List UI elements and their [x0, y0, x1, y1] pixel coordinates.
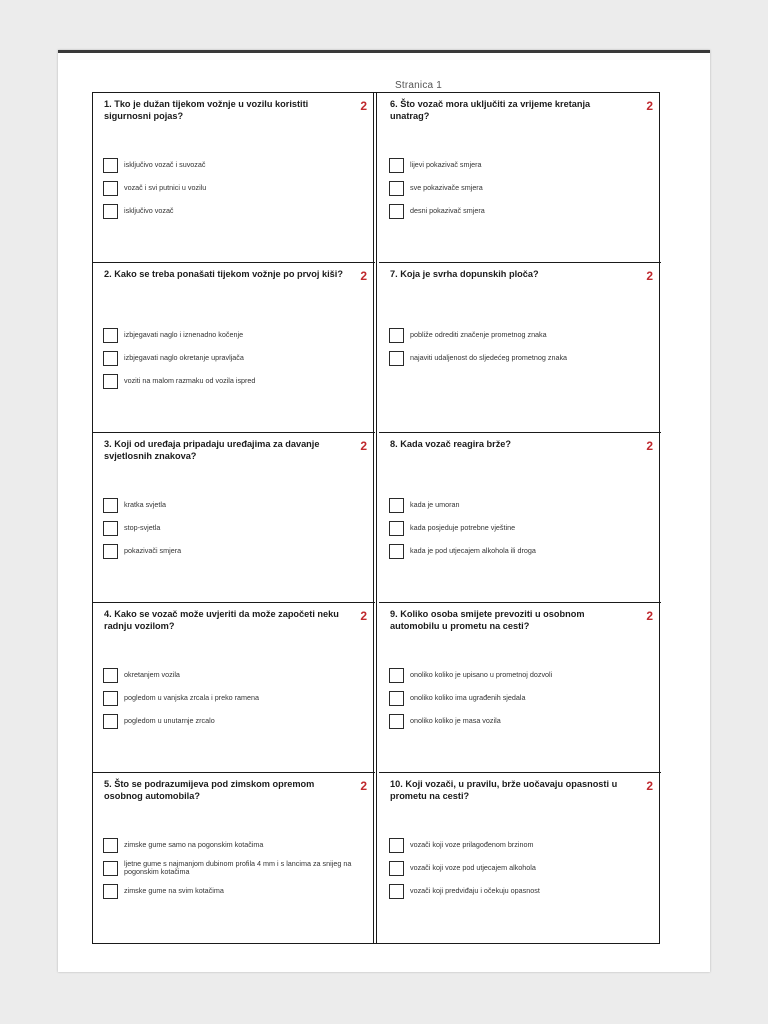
- question-7: [379, 263, 661, 433]
- answer-option[interactable]: [389, 881, 654, 901]
- question-text: 8. Kada vozač reagira brže?: [390, 439, 512, 449]
- points-badge: 2: [360, 779, 367, 793]
- answer-option[interactable]: [103, 371, 368, 391]
- answer-option[interactable]: [103, 665, 368, 685]
- answer-checkbox[interactable]: [389, 544, 404, 559]
- answer-checkbox[interactable]: [103, 544, 118, 559]
- answer-checkbox[interactable]: [103, 838, 118, 853]
- answer-label: stop-svjetla: [124, 522, 161, 532]
- answer-label: pogledom u vanjska zrcala i preko ramena: [124, 692, 260, 702]
- points-badge: 2: [646, 269, 653, 283]
- answer-label: vozači koji predviđaju i očekuju opasnost: [410, 885, 540, 895]
- question-text: 1. Tko je dužan tijekom vožnje u vozilu koristiti sigurnosni pojas?: [104, 99, 309, 121]
- answer-checkbox[interactable]: [389, 714, 404, 729]
- answer-label: kratka svjetla: [124, 499, 166, 509]
- answer-option[interactable]: [103, 835, 368, 855]
- answer-label: izbjegavati naglo i iznenadno kočenje: [124, 329, 244, 339]
- answer-label: ljetne gume s najmanjom dubinom profila 4 mm i s lancima za snijeg na pogonskim kotačima: [124, 858, 352, 876]
- answer-checkbox[interactable]: [389, 691, 404, 706]
- page-label: Stranica 1: [395, 80, 443, 91]
- question-text: 10. Koji vozači, u pravilu, brže uočavaju opasnosti u prometu na cesti?: [390, 779, 618, 801]
- answer-checkbox[interactable]: [103, 158, 118, 173]
- answer-option[interactable]: [389, 835, 654, 855]
- answer-option[interactable]: [389, 325, 654, 345]
- question-9: [379, 603, 661, 773]
- points-badge: 2: [646, 439, 653, 453]
- answer-options: [389, 495, 654, 564]
- answer-label: kada posjeduje potrebne vještine: [410, 522, 516, 532]
- answer-label: zimske gume na svim kotačima: [124, 885, 224, 895]
- question-text: 7. Koja je svrha dopunskih ploča?: [390, 269, 539, 279]
- question-2: [93, 263, 375, 433]
- answer-option[interactable]: [389, 495, 654, 515]
- answer-option[interactable]: [389, 665, 654, 685]
- answer-options: [103, 495, 368, 564]
- answer-checkbox[interactable]: [103, 498, 118, 513]
- answer-checkbox[interactable]: [389, 521, 404, 536]
- answer-option[interactable]: [103, 495, 368, 515]
- question-text: 3. Koji od uređaja pripadaju uređajima za davanje svjetlosnih znakova?: [104, 439, 320, 461]
- answer-option[interactable]: [103, 155, 368, 175]
- answer-checkbox[interactable]: [103, 374, 118, 389]
- answer-label: desni pokazivač smjera: [410, 205, 485, 215]
- answer-checkbox[interactable]: [389, 838, 404, 853]
- question-8: [379, 433, 661, 603]
- answer-checkbox[interactable]: [389, 204, 404, 219]
- answer-option[interactable]: [103, 201, 368, 221]
- question-text: 2. Kako se treba ponašati tijekom vožnje po prvoj kiši?: [104, 269, 343, 279]
- answer-option[interactable]: [103, 178, 368, 198]
- answer-options: [103, 665, 368, 734]
- answer-option[interactable]: [103, 711, 368, 731]
- answer-checkbox[interactable]: [389, 328, 404, 343]
- answer-option[interactable]: [103, 348, 368, 368]
- answer-option[interactable]: [389, 688, 654, 708]
- answer-checkbox[interactable]: [103, 884, 118, 899]
- answer-checkbox[interactable]: [103, 204, 118, 219]
- answer-options: [389, 835, 654, 904]
- answer-label: zimske gume samo na pogonskim kotačima: [124, 839, 264, 849]
- answer-options: [389, 665, 654, 734]
- points-badge: 2: [360, 609, 367, 623]
- question-5: [93, 773, 375, 943]
- answer-checkbox[interactable]: [389, 181, 404, 196]
- question-10: [379, 773, 661, 943]
- points-badge: 2: [646, 99, 653, 113]
- answer-checkbox[interactable]: [389, 884, 404, 899]
- answer-label: kada je pod utjecajem alkohola ili droga: [410, 545, 536, 555]
- answer-label: onoliko koliko je masa vozila: [410, 715, 501, 725]
- answer-option[interactable]: [389, 348, 654, 368]
- answer-label: vozač i svi putnici u vozilu: [124, 182, 207, 192]
- question-4: [93, 603, 375, 773]
- answer-checkbox[interactable]: [103, 181, 118, 196]
- answer-checkbox[interactable]: [389, 498, 404, 513]
- answer-option[interactable]: [389, 858, 654, 878]
- answer-options: [103, 835, 368, 904]
- answer-checkbox[interactable]: [103, 691, 118, 706]
- answer-label: pobliže odrediti značenje prometnog znaka: [410, 329, 547, 339]
- answer-option[interactable]: [103, 325, 368, 345]
- answer-checkbox[interactable]: [389, 158, 404, 173]
- answer-label: najaviti udaljenost do sljedećeg prometnog znaka: [410, 352, 568, 362]
- answer-label: lijevi pokazivač smjera: [410, 159, 482, 169]
- question-text: 9. Koliko osoba smijete prevoziti u osobnom automobilu u prometu na cesti?: [390, 609, 585, 631]
- answer-option[interactable]: [389, 541, 654, 561]
- answer-label: pokazivači smjera: [124, 545, 182, 555]
- answer-checkbox[interactable]: [103, 521, 118, 536]
- question-text: 4. Kako se vozač može uvjeriti da može započeti neku radnju vozilom?: [104, 609, 339, 631]
- answer-label: voziti na malom razmaku od vozila ispred: [124, 375, 256, 385]
- answer-checkbox[interactable]: [103, 328, 118, 343]
- answer-checkbox[interactable]: [389, 861, 404, 876]
- answer-checkbox[interactable]: [103, 714, 118, 729]
- answer-label: onoliko koliko ima ugrađenih sjedala: [410, 692, 526, 702]
- answer-option[interactable]: [103, 688, 368, 708]
- answer-option[interactable]: [389, 178, 654, 198]
- points-badge: 2: [646, 779, 653, 793]
- answer-label: onoliko koliko je upisano u prometnoj dozvoli: [410, 669, 553, 679]
- answer-options: [103, 155, 368, 224]
- answer-label: sve pokazivače smjera: [410, 182, 483, 192]
- answer-checkbox[interactable]: [103, 861, 118, 876]
- answer-option[interactable]: [389, 711, 654, 731]
- answer-label: okretanjem vozila: [124, 669, 180, 679]
- answer-checkbox[interactable]: [389, 668, 404, 683]
- points-badge: 2: [360, 99, 367, 113]
- answer-options: [389, 325, 654, 371]
- answer-label: pogledom u unutarnje zrcalo: [124, 715, 215, 725]
- answer-option[interactable]: [389, 201, 654, 221]
- question-3: [93, 433, 375, 603]
- answer-option[interactable]: [389, 155, 654, 175]
- answer-label: isključivo vozač i suvozač: [124, 159, 206, 169]
- question-grid: [92, 92, 660, 944]
- answer-label: kada je umoran: [410, 499, 460, 509]
- answer-label: vozači koji voze pod utjecajem alkohola: [410, 862, 536, 872]
- answer-option[interactable]: [103, 518, 368, 538]
- points-badge: 2: [646, 609, 653, 623]
- answer-option[interactable]: [389, 518, 654, 538]
- answer-checkbox[interactable]: [389, 351, 404, 366]
- points-badge: 2: [360, 439, 367, 453]
- answer-option[interactable]: [103, 881, 368, 901]
- points-badge: 2: [360, 269, 367, 283]
- question-1: [93, 93, 375, 263]
- answer-checkbox[interactable]: [103, 351, 118, 366]
- answer-label: izbjegavati naglo okretanje upravljača: [124, 352, 244, 362]
- question-6: [379, 93, 661, 263]
- answer-options: [103, 325, 368, 394]
- question-text: 6. Što vozač mora uključiti za vrijeme kretanja unatrag?: [390, 99, 591, 121]
- answer-option[interactable]: [103, 541, 368, 561]
- question-text: 5. Što se podrazumijeva pod zimskom opremom osobnog automobila?: [104, 779, 315, 801]
- answer-checkbox[interactable]: [103, 668, 118, 683]
- answer-label: isključivo vozač: [124, 205, 174, 215]
- answer-label: vozači koji voze prilagođenom brzinom: [410, 839, 534, 849]
- answer-options: [389, 155, 654, 224]
- answer-option[interactable]: [103, 858, 368, 878]
